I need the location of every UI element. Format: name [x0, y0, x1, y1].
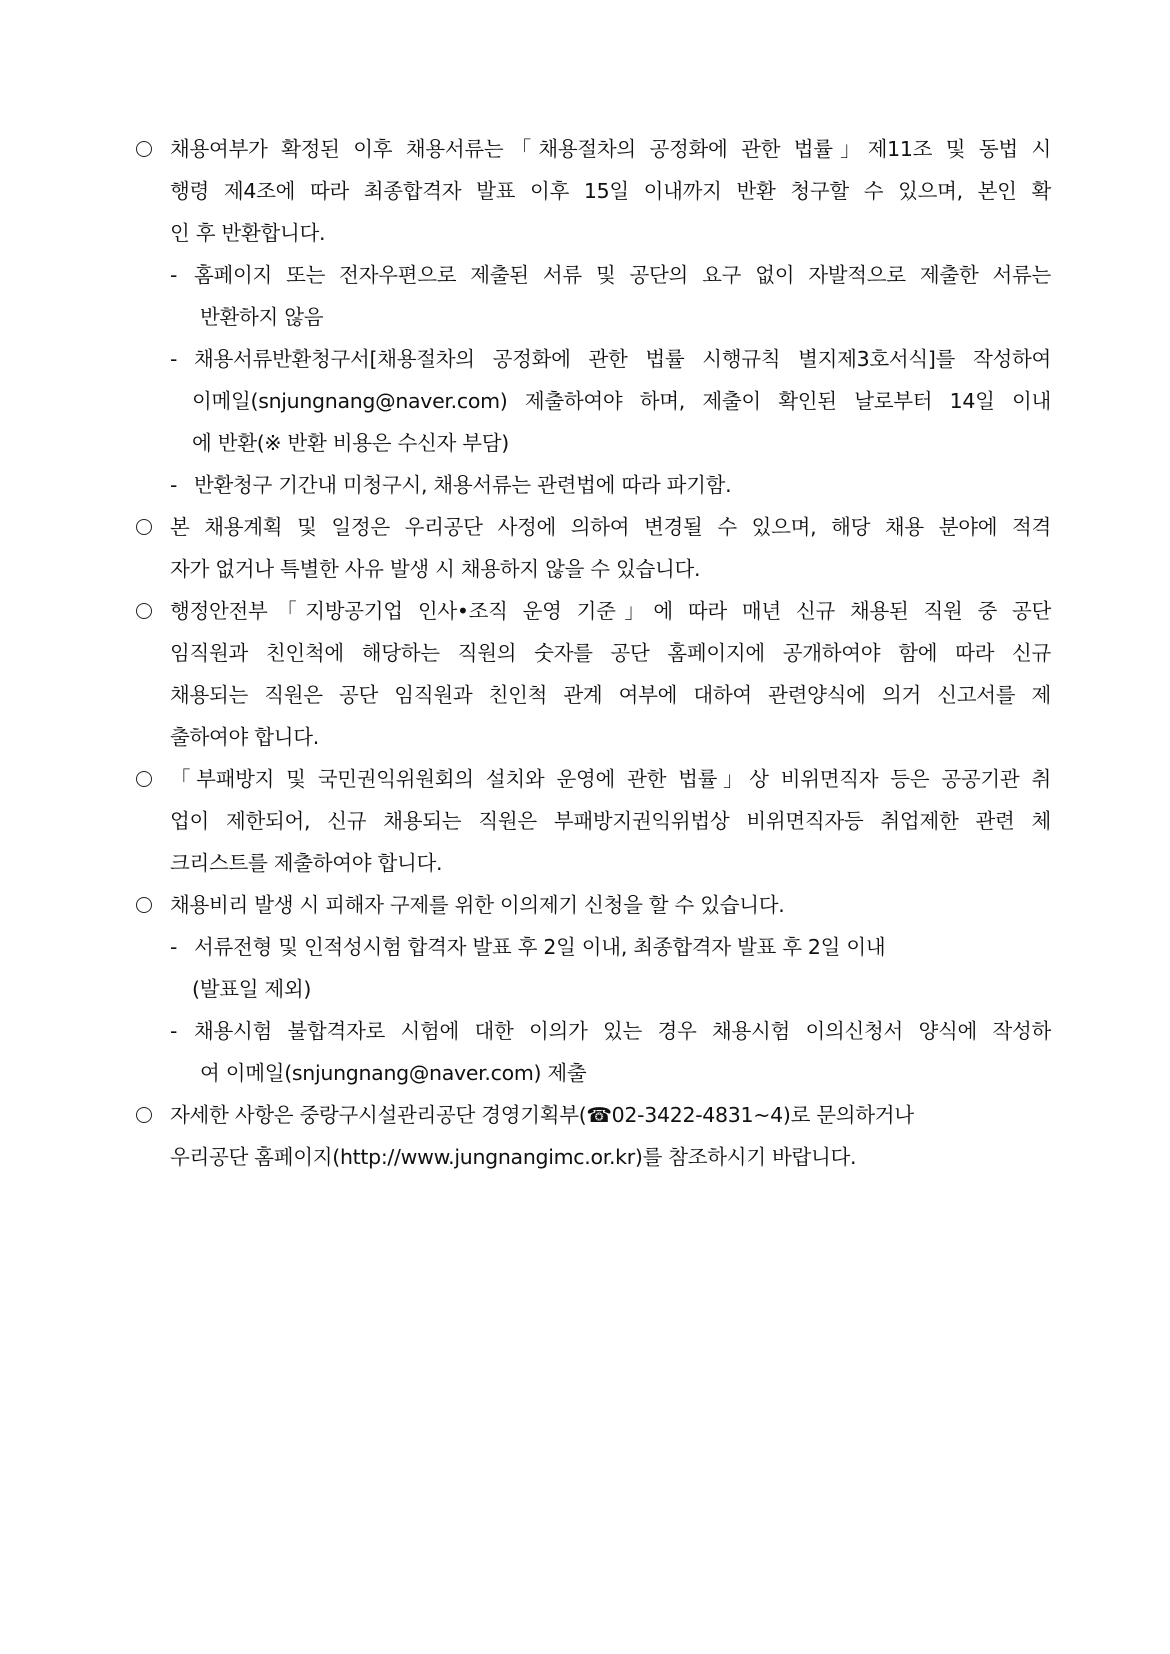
paragraph-text: 업이 제한되어, 신규 채용되는 직원은 부패방지권익위법상 비위면직자등 취업제한 관련 체 [170, 809, 1051, 833]
text-line [136, 506, 1051, 548]
section-objection [136, 884, 1051, 1094]
sub-item-line [136, 1052, 1051, 1094]
text-line [136, 590, 1051, 632]
sub-item-text: 에 반환(※ 반환 비용은 수신자 부담) [192, 431, 509, 455]
dash-bullet: - [170, 935, 178, 959]
paragraph-text: 채용비리 발생 시 피해자 구제를 위한 이의제기 신청을 할 수 있습니다. [170, 893, 785, 917]
circle-bullet-icon [136, 590, 164, 632]
sub-item-line [136, 296, 1051, 338]
section-contact [136, 1094, 1051, 1178]
sub-item-line [136, 422, 1051, 464]
paragraph-text: 채용되는 직원은 공단 임직원과 친인척 관계 여부에 대하여 관련양식에 의거 신고서를 제 [170, 683, 1051, 707]
paragraph-text: 본 채용계획 및 일정은 우리공단 사정에 의하여 변경될 수 있으며, 해당 채용 분야에 적격 [170, 515, 1051, 539]
text-line [136, 128, 1051, 170]
text-line [136, 170, 1051, 212]
text-line [136, 632, 1051, 674]
paragraph-text: 자가 없거나 특별한 사유 발생 시 채용하지 않을 수 있습니다. [170, 557, 701, 581]
section-schedule-change [136, 506, 1051, 590]
paragraph-text: 임직원과 친인척에 해당하는 직원의 숫자를 공단 홈페이지에 공개하여야 함에 따라 신규 [170, 641, 1051, 665]
sub-item-line [136, 926, 1051, 968]
sub-item-text: 서류전형 및 인적성시험 합격자 발표 후 2일 이내, 최종합격자 발표 후 2일 이내 [194, 935, 886, 959]
sub-item-text: 반환청구 기간내 미청구시, 채용서류는 관련법에 따라 파기함. [194, 473, 732, 497]
text-line [136, 212, 1051, 254]
section-relatives-disclosure [136, 590, 1051, 758]
contact-text: 자세한 사항은 중랑구시설관리공단 경영기획부(☎02-3422-4831~4)로 문의하거나 [170, 1103, 914, 1127]
text-line [136, 800, 1051, 842]
email-text: 이메일(snjungnang@naver.com) 제출하여야 하며, 제출이 확인된 날로부터 14일 이내 [192, 389, 1051, 413]
paragraph-text: 채용여부가 확정된 이후 채용서류는「채용절차의 공정화에 관한 법률」제11조 및 동법 시 [170, 137, 1051, 161]
sub-item-line [136, 464, 1051, 506]
text-line [136, 548, 1051, 590]
text-line [136, 716, 1051, 758]
sub-item-line [136, 254, 1051, 296]
homepage-text: 우리공단 홈페이지(http://www.jungnangimc.or.kr)를 참조하시기 바랍니다. [170, 1145, 857, 1169]
sub-item-text: 채용시험 불합격자로 시험에 대한 이의가 있는 경우 채용시험 이의신청서 양식에 작성하 [194, 1019, 1051, 1043]
dash-bullet: - [170, 347, 178, 371]
sub-item-text: 홈페이지 또는 전자우편으로 제출된 서류 및 공단의 요구 없이 자발적으로 제출한 서류는 [194, 263, 1051, 287]
section-anti-corruption [136, 758, 1051, 884]
text-line [136, 842, 1051, 884]
paragraph-text: 행정안전부「지방공기업 인사•조직 운영 기준」에 따라 매년 신규 채용된 직원 중 공단 [170, 599, 1051, 623]
text-line [136, 674, 1051, 716]
circle-bullet-icon [136, 506, 164, 548]
circle-bullet-icon [136, 1094, 164, 1136]
sub-item-text: 채용서류반환청구서[채용절차의 공정화에 관한 법률 시행규칙 별지제3호서식]를 작성하여 [194, 347, 1051, 371]
sub-item-line [136, 380, 1051, 422]
sub-item-text: 반환하지 않음 [200, 305, 324, 329]
circle-bullet-icon [136, 128, 164, 170]
paragraph-text: 크리스트를 제출하여야 합니다. [170, 851, 443, 875]
text-line [136, 1094, 1051, 1136]
circle-bullet-icon [136, 884, 164, 926]
text-line [136, 1136, 1051, 1178]
text-line [136, 758, 1051, 800]
sub-item-line [136, 968, 1051, 1010]
sub-item-text: (발표일 제외) [192, 977, 312, 1001]
section-document-return [136, 128, 1051, 506]
sub-item-line [136, 1010, 1051, 1052]
sub-item-line [136, 338, 1051, 380]
paragraph-text: 행령 제4조에 따라 최종합격자 발표 이후 15일 이내까지 반환 청구할 수 있으며, 본인 확 [170, 179, 1051, 203]
email-text: 여 이메일(snjungnang@naver.com) 제출 [200, 1061, 587, 1085]
circle-bullet-icon [136, 758, 164, 800]
dash-bullet: - [170, 1019, 178, 1043]
text-line [136, 884, 1051, 926]
dash-bullet: - [170, 263, 178, 287]
paragraph-text: 「부패방지 및 국민권익위원회의 설치와 운영에 관한 법률」상 비위면직자 등은 공공기관 취 [170, 767, 1051, 791]
paragraph-text: 출하여야 합니다. [170, 725, 319, 749]
dash-bullet: - [170, 473, 178, 497]
document-body [136, 128, 1051, 1178]
paragraph-text: 인 후 반환합니다. [170, 221, 326, 245]
